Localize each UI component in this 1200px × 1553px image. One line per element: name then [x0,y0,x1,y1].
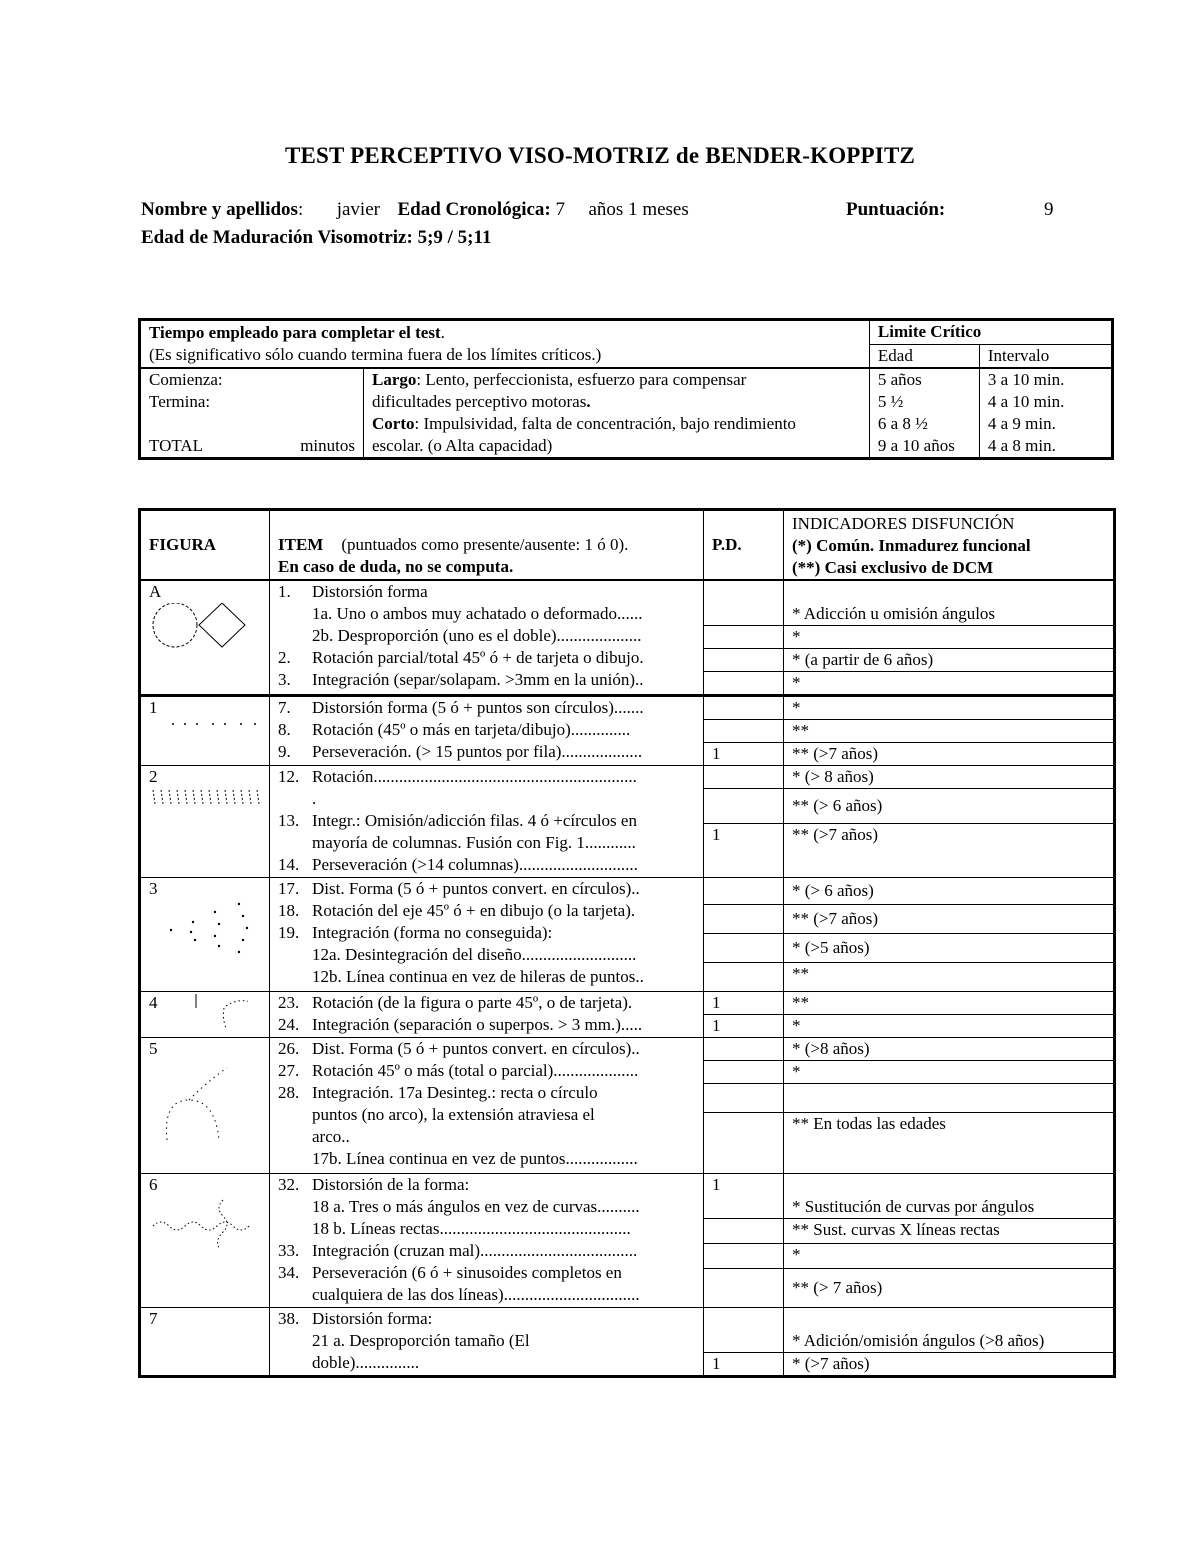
figure-6-items [270,1174,704,1308]
indicator: ** (>7 años) [792,825,879,844]
pd-value [704,1219,783,1244]
pd-value: 1 [712,1354,721,1373]
item-text: Rotación (45º o más en tarjeta/dibujo).............. [312,720,631,739]
figure-label: A [149,582,162,601]
indicator: * Sustitución de curvas por ángulos [784,1174,1113,1219]
item-number: 27. [278,1061,300,1080]
indicator: * (>5 años) [784,934,1113,963]
time-heading [140,320,870,345]
item-text: Integración (separación o superpos. > 3 mm.)..... [312,1015,643,1034]
pd-value [704,1038,783,1061]
pd-value [704,649,783,672]
age-row: 5 ½ [877,391,904,411]
age-rest: años 1 meses [588,199,689,220]
pd-value [704,789,783,824]
item-text: Rotación parcial/total 45º ó + de tarjeta o dibujo. [312,648,644,667]
figure-label: 5 [149,1039,158,1058]
figure-2-pd [704,766,784,878]
figure-2-indicators [784,766,1115,878]
pd-value: 1 [712,1016,721,1035]
item-number: 8. [278,720,291,739]
indicator: * [784,1061,1113,1084]
item-text: Perseveración (6 ó + sinusoides completos en [312,1263,622,1282]
interval-row: 4 a 10 min. [987,391,1065,411]
item-number: 33. [278,1241,300,1260]
age-row: 5 años [877,369,922,389]
item-text: Distorsión forma [312,582,428,601]
item-number: 34. [278,1263,300,1282]
pd-value [704,1113,783,1173]
pd-value [704,672,783,694]
item-number: 32. [278,1175,300,1194]
start-label: Comienza: [149,369,223,389]
indicator: * [792,673,801,692]
indicator: ** [784,992,1113,1015]
maturation-label: Edad de Maduración Visomotriz: [141,227,413,248]
figure-5-pd [704,1038,784,1174]
figure-label: 7 [149,1309,158,1328]
item-text: Perseveración (>14 columnas)............................ [312,855,638,874]
col-age: Edad [869,344,979,368]
pd-value [704,720,783,743]
item-number: 28. [278,1083,300,1102]
indicator: * (>8 años) [784,1038,1113,1061]
pd-value [704,1061,783,1084]
col-pd: P.D. [704,510,784,581]
figure-7-indicators [784,1308,1115,1377]
figure-a-items [270,580,704,696]
figure-label: 4 [149,993,158,1012]
item-text: 17b. Línea continua en vez de puntos................. [312,1149,638,1168]
figure-label: 6 [149,1175,158,1194]
pd-value: 1 [704,992,783,1015]
figure-7-items [270,1308,704,1377]
indicator: * (> 6 años) [784,878,1113,905]
time-table [138,318,1114,460]
name-sep: : [297,199,304,220]
item-text: cualquiera de las dos líneas)................................ [312,1285,640,1304]
item-number: 13. [278,811,300,830]
figure-2-drawing [149,788,261,808]
pd-value [704,1308,783,1353]
limit-header: Limite Crítico [869,320,1112,345]
figure-4-pd [704,992,784,1038]
age-label: Edad Cronológica: [397,199,551,220]
short-bold: Corto [372,413,415,433]
figure-5-cell [140,1038,270,1174]
name-value: javier [336,199,380,220]
item-number: 1. [278,582,291,601]
item-text: Rotación 45º o más (total o parcial).................... [312,1061,639,1080]
indicator: * (>7 años) [792,1354,870,1373]
indicator: ** (> 7 años) [792,1278,883,1297]
figure-1-indicators [784,696,1115,766]
ages-cell [869,368,979,459]
item-text: 12b. Línea continua en vez de hileras de puntos.. [312,967,644,986]
col-indicators [784,510,1115,581]
figure-4-indicators [784,992,1115,1038]
score-label: Puntuación: [846,199,946,220]
age-row: 9 a 10 años [877,435,955,455]
indicator: * Adicción u omisión ángulos [784,581,1113,626]
item-number: 12. [278,767,300,786]
col-item-note2: En caso de duda, no se computa. [278,557,514,576]
item-text: Rotación del eje 45º ó + en dibujo (o la tarjeta). [312,901,636,920]
long-text2: dificultades perceptivo motoras [372,391,587,411]
indicator: ** [784,720,1113,743]
figure-label: 2 [149,767,158,786]
item-text: Dist. Forma (5 ó + puntos convert. en círculos).. [312,879,640,898]
figure-6-cell [140,1174,270,1308]
pd-value [704,766,783,789]
item-text: Integración (separ/solapam. >3mm en la unión).. [312,670,644,689]
indicator: ** En todas las edades [792,1114,946,1133]
figure-1-items [270,696,704,766]
pd-value [704,905,783,934]
age-row: 6 a 8 ½ [877,413,928,433]
item-text: doble)............... [312,1353,420,1372]
minutes-label: minutos [300,435,355,455]
figure-label: 3 [149,879,158,898]
indicator [784,1084,1113,1113]
col-interval: Intervalo [979,344,1112,368]
item-text: 18 a. Tres o más ángulos en vez de curvas.......... [312,1197,640,1216]
interval-row: 3 a 10 min. [987,369,1065,389]
item-text: Rotación.............................................................. [312,767,637,786]
indicator: * [792,1016,801,1035]
item-text: 1a. Uno o ambos muy achatado o deformado...... [312,604,643,623]
item-text: 2b. Desproporción (uno es el doble).................... [312,626,642,645]
time-note: (Es significativo sólo cuando termina fuera de los límites críticos.) [140,344,870,368]
indicator: ** Sust. curvas X líneas rectas [784,1219,1113,1244]
item-text: mayoría de columnas. Fusión con Fig. 1............ [312,833,636,852]
pd-value: 1 [712,825,721,844]
time-fields [140,368,364,459]
item-number: 23. [278,993,300,1012]
figure-1-pd [704,696,784,766]
pd-value [704,878,783,905]
indicator: ** (>7 años) [784,905,1113,934]
figure-6-pd [704,1174,784,1308]
indicator: * (> 8 años) [784,766,1113,789]
item-text: Distorsión de la forma: [312,1175,470,1194]
pd-value [704,626,783,649]
figure-5-items [270,1038,704,1174]
col-item [270,510,704,581]
score-value: 9 [1044,199,1054,220]
item-text: 12a. Desintegración del diseño........................... [312,945,637,964]
item-text: Integr.: Omisión/adicción filas. 4 ó +círculos en [312,811,637,830]
figure-6-drawing [149,1196,255,1256]
figure-4-items [270,992,704,1038]
interval-row: 4 a 9 min. [987,413,1056,433]
col-ind2: (*) Común. Inmadurez funcional [792,536,1031,555]
pd-value [704,697,783,720]
figure-a-drawing [149,603,249,653]
indicator: ** (> 6 años) [784,789,1113,824]
col-figura: FIGURA [140,510,270,581]
item-text: 18 b. Líneas rectas............................................. [312,1219,631,1238]
name-label: Nombre y apellidos [141,199,298,220]
time-heading-dot: . [440,323,445,342]
item-number: 14. [278,855,300,874]
figure-a-cell [140,580,270,696]
total-label: TOTAL [149,435,204,455]
item-text: Distorsión forma (5 ó + puntos son círculos)....... [312,698,644,717]
indicator: ** [792,964,809,983]
figure-5-drawing [149,1060,249,1146]
figure-a-indicators [784,580,1115,696]
figure-2-items [270,766,704,878]
item-number: 19. [278,923,300,942]
item-number: 3. [278,670,291,689]
time-descriptions [364,368,870,459]
end-label: Termina: [149,391,211,411]
item-text: Integración (forma no conseguida): [312,923,553,942]
pd-value: 1 [712,744,721,763]
item-text: 21 a. Desproporción tamaño (El [312,1331,530,1350]
col-item-note: (puntuados como presente/ausente: 1 ó 0). [341,535,629,554]
item-number: 24. [278,1015,300,1034]
item-text: Integración. 17a Desinteg.: recta o círculo [312,1083,598,1102]
pd-value [704,963,783,991]
header-line-1 [141,199,689,221]
item-number: 7. [278,698,291,717]
header-line-2 [141,227,491,249]
page-title: TEST PERCEPTIVO VISO-MOTRIZ de BENDER-KOPPITZ [284,143,916,168]
maturation-value: 5;9 / 5;11 [417,227,492,248]
item-text: Integración (cruzan mal)..................................... [312,1241,638,1260]
item-number: 9. [278,742,291,761]
figure-7-pd [704,1308,784,1377]
scoring-table [138,508,1116,1378]
item-number: 18. [278,901,300,920]
indicator: * [784,626,1113,649]
indicator: * [784,697,1113,720]
figure-4-cell [140,992,270,1038]
figure-3-pd [704,878,784,992]
figure-6-indicators [784,1174,1115,1308]
figure-1-drawing [149,719,259,733]
col-ind3: (**) Casi exclusivo de DCM [792,558,994,577]
indicator: ** (>7 años) [792,744,879,763]
item-text: Rotación (de la figura o parte 45º, o de tarjeta). [312,993,633,1012]
pd-value [704,1084,783,1113]
figure-5-indicators [784,1038,1115,1174]
pd-value: 1 [704,1174,783,1219]
item-text: . [312,789,317,808]
age-years: 7 [555,199,565,220]
figure-1-cell [140,696,270,766]
item-number: 26. [278,1039,300,1058]
indicator: * [784,1244,1113,1269]
intervals-cell [979,368,1112,459]
item-text: Distorsión forma: [312,1309,433,1328]
figure-3-items [270,878,704,992]
item-number: 2. [278,648,291,667]
item-text: Dist. Forma (5 ó + puntos convert. en círculos).. [312,1039,640,1058]
indicator: * (a partir de 6 años) [784,649,1113,672]
long-dot: . [586,391,591,411]
long-text: : Lento, perfeccionista, esfuerzo para compensar [416,369,747,389]
item-text: Perseveración. (> 15 puntos por fila)................... [312,742,643,761]
item-number: 17. [278,879,300,898]
item-text: arco.. [312,1127,350,1146]
pd-value [704,581,783,626]
pd-value [704,1269,783,1307]
short-text: : Impulsividad, falta de concentración, bajo rendimiento [414,413,796,433]
long-bold: Largo [372,369,417,389]
figure-2-cell [140,766,270,878]
figure-label: 1 [149,698,158,717]
time-heading-bold: Tiempo empleado para completar el test [149,323,441,342]
figure-a-pd [704,580,784,696]
item-text: puntos (no arco), la extensión atraviesa el [312,1105,595,1124]
figure-7-cell [140,1308,270,1377]
col-item-bold: ITEM [278,535,324,554]
col-ind1: INDICADORES DISFUNCIÓN [792,514,1015,533]
item-number: 38. [278,1309,300,1328]
short-text2: escolar. (o Alta capacidad) [372,435,553,455]
pd-value [704,1244,783,1269]
figure-4-drawing [178,992,248,1032]
figure-3-cell [140,878,270,992]
pd-value [704,934,783,963]
figure-3-indicators [784,878,1115,992]
indicator: * Adición/omisión ángulos (>8 años) [784,1308,1113,1353]
figure-3-drawing [149,900,249,960]
interval-row: 4 a 8 min. [987,435,1056,455]
